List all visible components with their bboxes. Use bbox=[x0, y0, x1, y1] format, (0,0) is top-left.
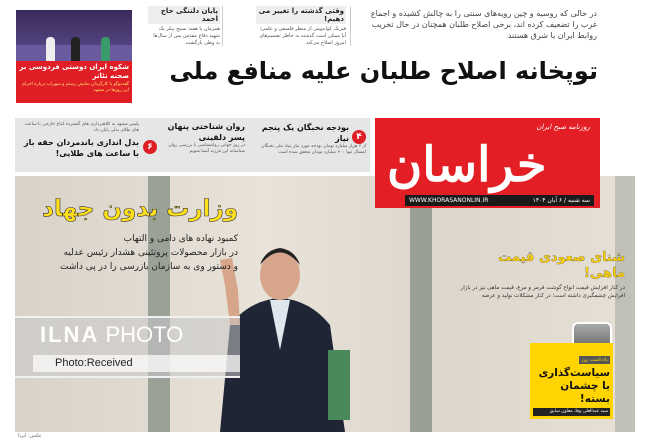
top-feature-title[interactable]: شکوه ایران دوستی فردوسی بر صحنه تئاتر bbox=[19, 63, 129, 80]
teaser-text: از ۶ هزار میلیارد تومان بودجه مورد نیاز بنیاد ملی نخبگان امسال تنها ۶۰۰ میلیارد تومان محقق شده است bbox=[261, 144, 366, 155]
watermark-brand: ILNA bbox=[40, 322, 100, 347]
brief-2[interactable] bbox=[256, 6, 346, 47]
issue-date: سه شنبه / ۶ آبان ۱۴۰۴ bbox=[532, 197, 590, 204]
lede-text: در حالی که روسیه و چین رویه‌های سنتی را به چالش کشیده و اجماع غرب را تضعیف کرده اند، برخی اصلاح طلبان همچنان در حال تخریب روابط ایران با شرق هستند bbox=[370, 9, 597, 40]
photo-credit: عکس: ایرنا bbox=[18, 433, 42, 439]
main-story-line: کمبود نهاده های دامی و التهاب bbox=[123, 234, 238, 244]
fish-price-story[interactable] bbox=[455, 250, 625, 300]
opinion-box[interactable] bbox=[530, 343, 613, 419]
watermark-caption: Photo:Received bbox=[33, 355, 240, 372]
divider bbox=[222, 6, 223, 46]
masthead-tagline: روزنامه صبح ایران bbox=[536, 123, 590, 131]
brief-text: فیزیک کوانتومی از منظر فلسفی و علمی؛ آیا ممکن است گذشته به خاطر تصمیم‌های امروز اصلاح می‌کند bbox=[259, 26, 346, 46]
top-feature-image[interactable] bbox=[16, 10, 132, 103]
dancer-figure bbox=[46, 37, 55, 61]
teaser-strip bbox=[15, 118, 370, 172]
ilna-watermark bbox=[15, 316, 240, 378]
teaser-title[interactable]: بودجه نخبگان یک پنجم نیاز bbox=[261, 123, 349, 143]
watermark-word: PHOTO bbox=[105, 322, 184, 347]
page-number-badge: ۶ bbox=[143, 140, 157, 154]
fish-story-title[interactable]: شنای صعودی قیمت ماهی! bbox=[498, 250, 625, 281]
main-story-line: و دستور وی به سازمان بازرسی را در پی داشت bbox=[60, 262, 238, 272]
fish-story-text: در کنار افزایش قیمت انواع گوشت قرمز و مرغ، قیمت ماهی نیز در بازار افزایش چشمگیری داشته است؛ در کنار مشکلات تولید و عرضه bbox=[460, 285, 625, 299]
main-story[interactable] bbox=[20, 194, 238, 274]
teaser-budget[interactable] bbox=[261, 122, 366, 156]
masthead[interactable] bbox=[375, 118, 600, 208]
brief-text: همزمان با هفته بسیج پیکر یک شهید دفاع مقدس پس از سال‌ها به وطن بازگشت bbox=[153, 26, 220, 46]
actor-figure bbox=[71, 37, 80, 61]
main-story-line: در بازار محصولات پروتئینی هشدار رئیس عدلیه bbox=[63, 248, 238, 258]
headline[interactable]: توپخانه اصلاح طلبان علیه منافع ملی bbox=[169, 57, 598, 85]
teaser-fraud[interactable] bbox=[19, 122, 153, 159]
teaser-title[interactable]: روان شناختی پنهان پسر دلقینی bbox=[167, 122, 245, 142]
brief-title[interactable]: پایان دلتنگی حاج احمد bbox=[148, 6, 220, 24]
dancer-figure bbox=[101, 37, 110, 61]
brief-1[interactable] bbox=[148, 6, 220, 47]
divider bbox=[350, 6, 351, 46]
opinion-author: سید عبدالعلی وفا، معاون سابق bbox=[533, 408, 610, 416]
opinion-badge: یادداشت روز bbox=[581, 357, 608, 363]
teaser-text: در روز جهانی روانشناسی با بررسی روان شناسانه این فرزند آشنا شویم bbox=[168, 143, 245, 154]
top-feature-text: گفت‌وگو با کارگردان نمایش رستم و سهراب درباره اجرای این روزها در مشهد bbox=[21, 82, 129, 93]
pillar bbox=[410, 176, 432, 432]
pillar bbox=[615, 176, 635, 432]
teaser-title[interactable]: بدل اندازی باندمردان حقه باز با ساعت های طلایی! bbox=[24, 138, 139, 158]
page-number-badge: ۴ bbox=[352, 130, 366, 144]
teaser-text: پلیس مشهد به کلاهبرداری های گسترده اتباع خارجی با ساعت های طلای بدلی پایان داد bbox=[24, 122, 139, 133]
opinion-title[interactable]: سیاست‌گذاری با چشمان بسته! bbox=[538, 367, 610, 405]
brief-title[interactable]: وقتی گذشته را تغییر می دهیم! bbox=[256, 6, 346, 24]
main-story-title[interactable]: وزارت بدون جهاد bbox=[42, 196, 238, 222]
teaser-psych[interactable] bbox=[165, 121, 245, 155]
website-url[interactable]: WWW.KHORASANONLIN.IR bbox=[409, 197, 489, 204]
khorasan-logo[interactable]: خراسان bbox=[387, 137, 547, 193]
